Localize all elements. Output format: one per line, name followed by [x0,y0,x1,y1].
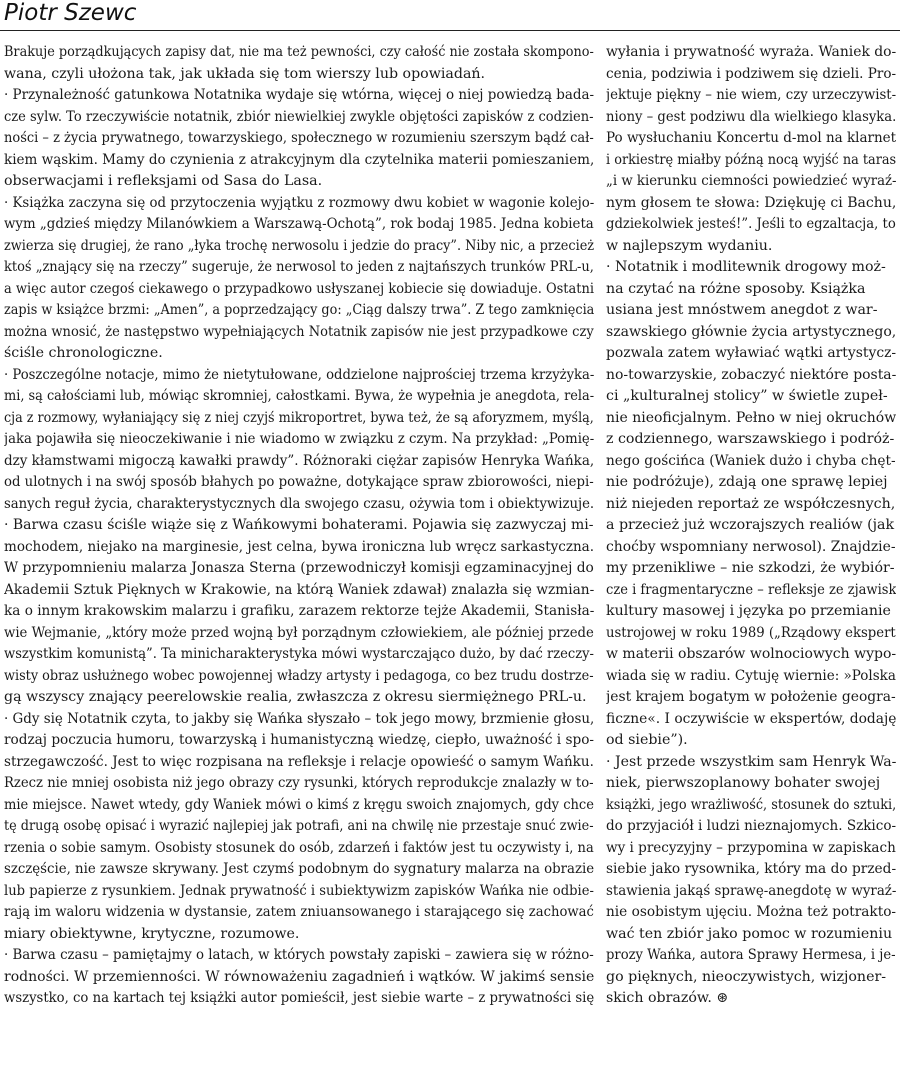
header-rule [0,30,900,31]
text-line: wie Wejmanie, „który może przed wojną był porządnym człowiekiem, ale później przede [4,624,594,641]
text-line: gą wszyscy znający peerelowskie realia, zwłaszcza z okresu siermiężnego PRL-u. [4,689,587,705]
text-line: można wnosić, że następstwo wypełniających Notatnik zapisów nie jest przypadkowe czy [4,323,594,340]
text-line: nie podróżuje), zdają one sprawę lepiej [606,474,888,490]
text-line: zapis w książce brzmi: „Amen”, a poprzedzający go: „Ciąg dalszy trwa”. Z tego zamknięcia [4,302,594,318]
text-line: · Książka zaczyna się od przytoczenia wyjątku z rozmowy dwu kobiet w wagonie kolejo- [4,194,595,211]
text-line: tę drugą osobę opisać i wyrazić najlepiej jak potrafi, ani na chwilę nie przestaje snuć zwie- [4,818,594,834]
text-line: · Przynależność gatunkowa Notatnika wydaje się wtórna, więcej o niej powiedzą bada- [4,87,595,103]
text-line: rodzaj poczucia humoru, towarzyską i humanistyczną wiedzę, ciepło, uważność i spo- [4,732,594,748]
text-line: · Gdy się Notatnik czyta, to jakby się Wańka słyszało – tok jego mowy, brzmienie głosu, [4,710,594,727]
text-line: lub papierze z rysunkiem. Jednak prywatność i subiektywizm zapisków Wańka nie odbie- [4,882,594,899]
text-line: cja z rozmowy, wyłaniający się z niej czyjś mikroportret, bywa też, że są aforyzmem, myślą, [4,409,594,426]
text-line: skich obrazów. ⊛ [606,990,729,1006]
text-line: niek, pierwszoplanowy bohater swojej [606,775,881,791]
text-line: mie miejsce. Nawet wtedy, gdy Waniek mówi o kimś z kręgu swoich znajomych, gdy chce [4,796,594,813]
text-line: niony – gest podziwu dla wielkiego klasyka. [606,108,896,125]
text-line: cenia, podziwia i podziwem się dzieli. Pro- [606,65,896,82]
text-line: ustrojowej w roku 1989 („Rządowy ekspert [606,624,896,641]
text-line: prozy Wańka, autora Sprawy Hermesa, i je- [606,947,896,963]
text-line: Rzecz nie mniej osobista niż jego obrazy czy rysunki, których reprodukcje znalazły w to- [4,775,594,791]
text-line: w najlepszym wydaniu. [606,237,773,254]
text-line: jest krajem bogatym w położenie geogra- [606,689,896,705]
text-line: jektuje piękny – nie wiem, czy urzeczywist- [606,87,896,103]
text-line: nie osobistym ujęciu. Można też potrakto- [606,904,897,920]
text-line: strzegawczość. Jest to więc rozpisana na refleksje i relacje opowieść o samym Wańku. [4,753,594,770]
text-line: mi, są całościami lub, mówiąc skromniej, całostkami. Bywa, że wypełnia je anegdota, rela- [4,388,595,404]
text-line: wiada się w radiu. Cytuję wiernie: »Polska [606,667,896,684]
text-line: W przypomnieniu malarza Jonasza Sterna (przewodniczył komisji egzaminacyjnej do [4,560,594,576]
text-line: na czytać na różne sposoby. Książka [606,280,866,297]
text-line: my przenikliwe – nie szkodzi, że wybiór- [606,560,895,576]
text-line: ktoś „znający się na rzeczy” sugeruje, że nerwosol to jeden z najtańszych trunków PRL-u, [4,259,594,275]
text-line: Po wysłuchaniu Koncertu d-mol na klarnet [606,130,896,146]
text-line: usiana jest mnóstwem anegdot z war- [606,302,878,318]
text-line: pozwala zatem wyławiać wątki artystycz- [606,345,896,361]
text-line: · Barwa czasu – pamiętajmy o latach, w których powstały zapiski – zawiera się w różno- [4,947,594,963]
text-line: do przyjaciół i ludzi nieznajomych. Szkico- [606,818,896,834]
text-line: wać ten zbiór jako pomoc w rozumieniu [606,925,893,942]
text-line: zwierza się drugiej, że rano „łyka trochę nerwosolu i jedzie do pracy”. Niby nic, a przecież [4,237,595,254]
text-line: siebie jako rysownika, który ma do przed- [606,861,897,877]
text-line: rodności. W przemienności. W równoważeniu zagadnień i wątków. W jakimś sensie [4,968,595,985]
text-line: ności – z życia prywatnego, towarzyskiego, społecznego w rozumieniu szerszym bądź cał- [4,130,594,146]
text-line: nego gościńca (Waniek dużo i chyba chęt- [606,452,896,469]
text-line: wana, czyli ułożona tak, jak układa się tom wierszy lub opowiadań. [4,65,486,82]
text-line: i orkiestrę miałby późną nocą wyjść na taras [606,151,897,168]
text-line: szawskiego głównie życia artystycznego, [606,323,897,340]
text-line: kultury masowej i języka po przemianie [606,603,891,619]
text-line: · Barwa czasu ściśle wiąże się z Wańkowymi bohaterami. Pojawia się zazwyczaj mi- [4,517,594,533]
text-line: · Poszczególne notacje, mimo że nietytułowane, oddzielone najprościej trzema krzyżyka- [4,366,594,383]
text-line: go pięknych, nieoczywistych, wizjoner- [606,968,887,985]
text-line: miary obiektywne, krytyczne, rozumowe. [4,925,300,942]
text-line: cze i fragmentaryczne – refleksje ze zjawisk [606,581,896,598]
text-line: obserwacjami i refleksjami od Sasa do Lasa. [4,173,323,189]
text-line: mochodem, niejako na marginesie, jest celna, bywa ironiczna lub wręcz sarkastyczna. [4,538,595,555]
author-name: Piotr Szewc [4,0,137,26]
text-line: jaka pojawiła się nieoczekiwanie i nie wiadomo w związku z czym. Na przykład: „Pomię- [4,431,595,447]
text-line: stawienia jakąś sprawę-anegdotę w wyraź- [606,882,896,899]
text-line: rają im waloru widzenia w dystansie, zatem zniuansowanego i starającego się zachować [4,904,594,920]
left-text-column [4,42,594,1010]
text-line: wszystko, co na kartach tej książki autor pomieścił, jest siebie warte – z prywatności się [4,990,595,1006]
text-line: wszystkim komunistą”. Ta minicharakterystyka mówi wystarczająco dużo, by dać rzeczy- [4,646,594,662]
text-line: od siebie”). [606,732,688,748]
text-line: ka o innym krakowskim malarzu i grafiku, zarazem rektorze tejże Akademii, Stanisła- [4,603,594,619]
text-line: od ulotnych i na swój sposób błahych po poważne, dotykające spraw zbiorowości, niepi- [4,474,594,490]
text-line: sanych reguł życia, charakterystycznych dla swojego czasu, ożywia tom i obiektywizuje. [4,495,595,512]
text-line: Brakuje porządkujących zapisy dat, nie ma też pewności, czy całość nie została skompono- [4,44,594,60]
text-line: a przecież już wczorajszych realiów (jak [606,517,895,533]
text-line: w materii obszarów wolnociowych wypo- [606,646,897,662]
text-line: niż niejeden reportaż ze współczesnych, [606,495,896,512]
text-line: wym „gdzieś między Milanówkiem a Warszawą-Ochotą”, rok bodaj 1985. Jedna kobieta [4,216,594,232]
text-line: cze sylw. To rzeczywiście notatnik, zbiór niewielkiej zwykle objętości zapisków z codzien- [4,108,594,125]
text-line: · Jest przede wszystkim sam Henryk Wa- [606,753,897,770]
right-text-column [606,42,896,1010]
text-line: wisty obraz usłużnego wobec powojennej władzy artysty i pedagoga, co bez trudu dostrze- [4,667,594,684]
text-line: książki, jego wrażliwość, stosunek do sztuki, [606,796,897,813]
text-line: no-towarzyskie, zobaczyć niektóre posta- [606,366,897,383]
text-line: rzenia o sobie samym. Osobisty stosunek do osób, zdarzeń i faktów jest tu oczywisty i, na [4,839,594,856]
text-line: a więc autor czegoś ciekawego o przypadkowo usłyszanej kobiecie się dowiaduje. Ostatni [4,280,594,297]
text-line: dzy kłamstwami migoczą kawałki prawdy”. Różnoraki ciężar zapisów Henryka Wańka, [4,452,594,469]
text-line: Akademii Sztuk Pięknych w Krakowie, na którą Waniek zdawał) znalazła się wzmian- [4,581,594,598]
text-line: choćby wspomniany nerwosol). Znajdzie- [606,538,896,555]
text-line: kiem wąskim. Mamy do czynienia z atrakcyjnym dla czytelnika materii pomieszaniem, [4,151,595,168]
text-line: gdziekolwiek jesteś!”. Jeśli to egzaltacja, to [606,216,896,232]
text-line: z codziennego, warszawskiego i podróż- [606,431,895,447]
text-line: szczęście, nie zawsze skrywany. Jest czymś podobnym do sygnatury malarza na obrazie [4,861,595,877]
text-line: ściśle chronologiczne. [4,345,163,361]
text-line: ficzne«. I oczywiście w ekspertów, dodaję [606,710,897,727]
text-line: wyłania i prywatność wyraża. Waniek do- [606,44,896,60]
text-line: nym głosem te słowa: Dziękuję ci Bachu, [606,194,897,211]
text-line: ci „kulturalnej stolicy” w świetle zupeł- [606,388,888,404]
text-line: „i w kierunku ciemności powiedzieć wyraź- [606,173,897,189]
text-line: · Notatnik i modlitewnik drogowy moż- [606,259,886,275]
text-line: wy i precyzyjny – przypomina w zapiskach [606,839,896,856]
text-line: nie nieoficjalnym. Pełno w niej okruchów [606,409,897,426]
